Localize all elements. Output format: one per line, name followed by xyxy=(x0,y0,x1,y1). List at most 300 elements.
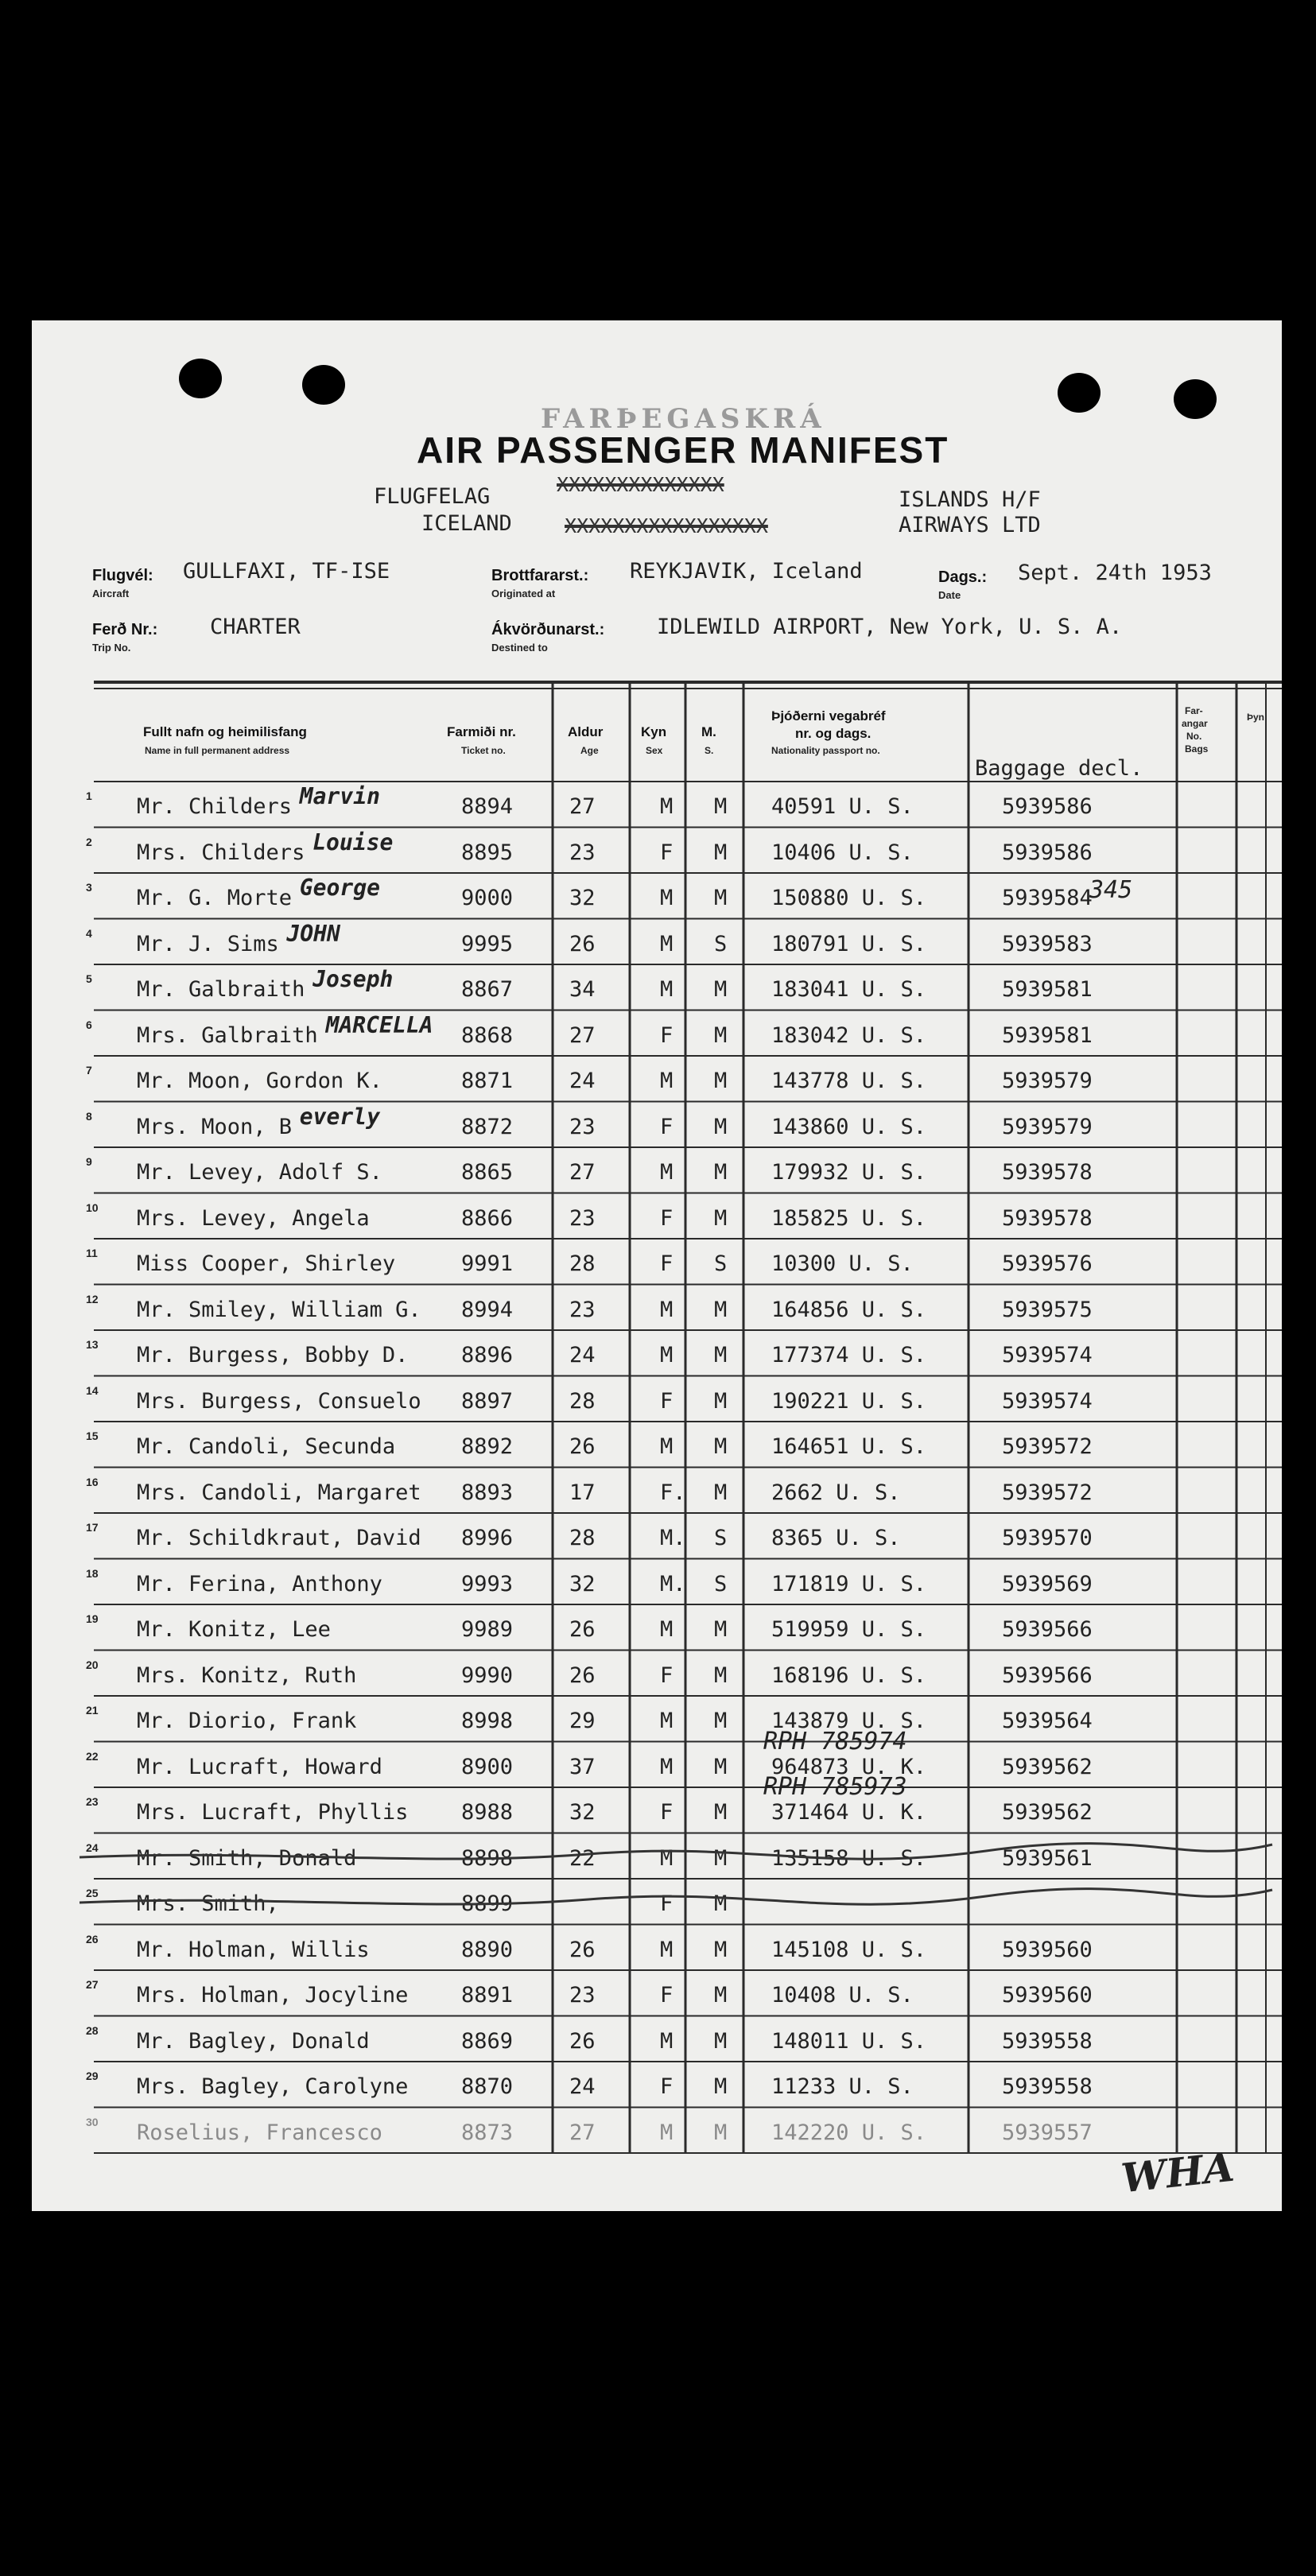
cell-name: Mrs. Lucraft, Phyllis xyxy=(137,1800,409,1825)
cell-name: Mr. Ferina, Anthony xyxy=(137,1571,382,1596)
cell-no: 1 xyxy=(86,789,92,802)
table-row xyxy=(32,1468,1282,1513)
cell-sex: F xyxy=(660,1022,674,1048)
cell-age: 22 xyxy=(569,1845,596,1871)
cell-baggage: 5939564 xyxy=(1002,1709,1093,1733)
cell-age: 23 xyxy=(569,1983,596,2008)
cell-ms: M xyxy=(714,1388,728,1414)
cell-age: 28 xyxy=(569,1526,596,1550)
cell-no: 5 xyxy=(86,972,92,985)
cell-sex: F xyxy=(660,1983,674,2008)
cell-ticket: 8866 xyxy=(461,1205,514,1231)
cell-sex: M. xyxy=(660,1571,686,1596)
cell-no: 30 xyxy=(86,2115,99,2128)
cell-no: 21 xyxy=(86,1704,99,1717)
cell-ms: M xyxy=(714,1297,728,1322)
cell-no: 6 xyxy=(86,1018,92,1031)
cell-no: 18 xyxy=(86,1566,99,1580)
cell-baggage: 5939562 xyxy=(1002,1800,1093,1825)
handwritten-first-name: JOHN xyxy=(286,920,340,947)
cell-age: 27 xyxy=(569,1022,596,1048)
cell-sex: F xyxy=(660,1891,674,1916)
cell-ticket: 9993 xyxy=(461,1571,514,1596)
col-far-3: No. xyxy=(1186,731,1202,742)
cell-no: 23 xyxy=(86,1795,99,1808)
cell-age: 27 xyxy=(569,2120,596,2145)
col-ms: M. xyxy=(701,724,716,739)
col-sex: Kyn xyxy=(641,724,667,739)
cell-passport: 179932 U. S. xyxy=(771,1160,927,1185)
cell-sex: M xyxy=(660,1709,674,1733)
cell-name: Mr. Childers xyxy=(137,794,293,819)
cell-passport: 145108 U. S. xyxy=(771,1937,927,1962)
cell-age: 23 xyxy=(569,840,596,865)
handwritten-annotation: RPH 785974 xyxy=(763,1727,907,1755)
cell-sex: F xyxy=(660,1114,674,1139)
cell-no: 12 xyxy=(86,1292,99,1305)
cell-name: Miss Cooper, Shirley xyxy=(137,1251,396,1276)
cell-baggage: 5939562 xyxy=(1002,1754,1093,1779)
table-row xyxy=(32,782,1282,827)
cell-sex: F xyxy=(660,1800,674,1825)
cell-ticket: 8994 xyxy=(461,1297,514,1322)
table-row xyxy=(32,1925,1282,1970)
cell-passport: 8365 U. S. xyxy=(771,1526,901,1550)
company-right-1: ISLANDS H/F xyxy=(899,487,1041,512)
cell-no: 16 xyxy=(86,1475,99,1488)
cell-name: Mrs. Galbraith xyxy=(137,1022,318,1048)
company-struck-1: XXXXXXXXXXXXXX xyxy=(557,473,724,496)
cell-ms: M xyxy=(714,886,728,910)
cell-baggage: 5939557 xyxy=(1002,2120,1093,2145)
cell-ticket: 8871 xyxy=(461,1069,514,1093)
cell-name: Mr. G. Morte xyxy=(137,886,293,910)
table-row xyxy=(32,1330,1282,1375)
cell-ms: M xyxy=(714,2028,728,2054)
cell-baggage: 5939586 xyxy=(1002,794,1093,819)
cell-passport: 148011 U. S. xyxy=(771,2028,927,2054)
cell-passport: 168196 U. S. xyxy=(771,1662,927,1688)
table-row xyxy=(32,1147,1282,1193)
col-far-2: angar xyxy=(1182,718,1208,729)
cross-out-scribble xyxy=(32,1879,1282,1924)
table-row xyxy=(32,2016,1282,2062)
cell-name: Mrs. Childers xyxy=(137,840,305,865)
cell-sex: M xyxy=(660,1937,674,1962)
cell-sex: M xyxy=(660,1160,674,1185)
cell-ticket: 8870 xyxy=(461,2074,514,2099)
cell-name: Mr. Smiley, William G. xyxy=(137,1297,421,1322)
cell-baggage: 5939584 xyxy=(1002,886,1093,910)
col-name-en: Name in full permanent address xyxy=(145,745,290,756)
handwritten-first-name: MARCELLA xyxy=(325,1011,433,1038)
cell-name: Mr. Galbraith xyxy=(137,977,305,1002)
cell-no: 15 xyxy=(86,1430,99,1442)
dest-label: Ákvörðunarst.: xyxy=(491,621,605,638)
cell-ms: S xyxy=(714,1571,728,1596)
cell-name: Mrs. Holman, Jocyline xyxy=(137,1983,409,2008)
cell-baggage: 5939583 xyxy=(1002,931,1093,956)
trip-label-en: Trip No. xyxy=(92,642,131,654)
table-row xyxy=(32,1056,1282,1101)
table-row xyxy=(32,1879,1282,1924)
cell-age: 26 xyxy=(569,1434,596,1459)
cell-ticket: 8868 xyxy=(461,1022,514,1048)
handwritten-first-name: Louise xyxy=(313,828,394,855)
cell-ms: M xyxy=(714,2120,728,2145)
cell-name: Mrs. Bagley, Carolyne xyxy=(137,2074,409,2099)
cell-ticket: 8893 xyxy=(461,1480,514,1505)
cell-no: 13 xyxy=(86,1338,99,1351)
cell-age: 26 xyxy=(569,1937,596,1962)
cell-ms: M xyxy=(714,1891,728,1916)
cell-passport: 185825 U. S. xyxy=(771,1205,927,1231)
cell-no: 3 xyxy=(86,881,92,894)
cell-name: Mr. Levey, Adolf S. xyxy=(137,1160,382,1185)
cell-age: 17 xyxy=(569,1480,596,1505)
cell-sex: M xyxy=(660,1617,674,1642)
cell-ticket: 8891 xyxy=(461,1983,514,2008)
table-row xyxy=(32,1193,1282,1239)
aircraft-label-en: Aircraft xyxy=(92,588,130,599)
cell-passport: 2662 U. S. xyxy=(771,1480,901,1505)
cell-ms: M xyxy=(714,1662,728,1688)
cell-age: 26 xyxy=(569,1662,596,1688)
cell-ms: M xyxy=(714,2074,728,2099)
dest-label-en: Destined to xyxy=(491,642,548,654)
cell-sex: M xyxy=(660,2120,674,2145)
cell-baggage: 5939566 xyxy=(1002,1617,1093,1642)
cell-ticket: 8897 xyxy=(461,1388,514,1414)
cell-passport: 180791 U. S. xyxy=(771,931,927,956)
cell-ms: M xyxy=(714,840,728,865)
cell-sex: M xyxy=(660,931,674,956)
cell-passport: 171819 U. S. xyxy=(771,1571,927,1596)
cell-passport: 177374 U. S. xyxy=(771,1343,927,1368)
table-row xyxy=(32,1696,1282,1741)
cell-sex: F xyxy=(660,2074,674,2099)
cell-sex: M xyxy=(660,977,674,1002)
table-row xyxy=(32,1422,1282,1467)
cell-baggage: 5939558 xyxy=(1002,2028,1093,2054)
company-left-2: ICELAND xyxy=(421,511,512,536)
cell-passport: 183042 U. S. xyxy=(771,1022,927,1048)
table-row xyxy=(32,1833,1282,1879)
table-row xyxy=(32,1285,1282,1330)
cell-baggage: 5939572 xyxy=(1002,1434,1093,1459)
col-sex-en: Sex xyxy=(646,745,663,756)
cross-out-scribble xyxy=(32,1833,1282,1879)
cell-no: 11 xyxy=(86,1247,98,1259)
cell-age: 26 xyxy=(569,2028,596,2054)
cell-sex: F. xyxy=(660,1480,686,1505)
cell-name: Mr. Bagley, Donald xyxy=(137,2028,370,2054)
cell-ms: M xyxy=(714,1205,728,1231)
cell-age: 32 xyxy=(569,1800,596,1825)
cell-passport: 11233 U. S. xyxy=(771,2074,914,2099)
cell-ticket: 8892 xyxy=(461,1434,514,1459)
cell-ms: M xyxy=(714,1845,728,1871)
cell-ticket: 8996 xyxy=(461,1526,514,1550)
table-row xyxy=(32,2108,1282,2153)
cell-ticket: 8865 xyxy=(461,1160,514,1185)
cell-baggage: 5939575 xyxy=(1002,1297,1093,1322)
cell-baggage: 5939560 xyxy=(1002,1983,1093,2008)
handwritten-first-name: Joseph xyxy=(313,966,394,992)
cell-no: 8 xyxy=(86,1109,92,1123)
cell-passport: 143778 U. S. xyxy=(771,1069,927,1093)
cell-passport: 164856 U. S. xyxy=(771,1297,927,1322)
manifest-sheet xyxy=(32,320,1282,2211)
col-ticket: Farmiði nr. xyxy=(447,724,516,739)
cell-age: 24 xyxy=(569,1069,596,1093)
aircraft-label: Flugvél: xyxy=(92,567,153,584)
cell-no: 17 xyxy=(86,1521,99,1534)
cell-ticket: 8896 xyxy=(461,1343,514,1368)
cell-baggage: 5939579 xyxy=(1002,1069,1093,1093)
cell-sex: M xyxy=(660,1845,674,1871)
cell-baggage: 5939579 xyxy=(1002,1114,1093,1139)
cell-baggage: 5939576 xyxy=(1002,1251,1093,1276)
dest-value: IDLEWILD AIRPORT, New York, U. S. A. xyxy=(657,615,1123,639)
cell-ms: M xyxy=(714,1022,728,1048)
cell-age: 26 xyxy=(569,931,596,956)
cell-no: 9 xyxy=(86,1155,92,1168)
cell-age: 23 xyxy=(569,1297,596,1322)
table-row xyxy=(32,1239,1282,1284)
cell-ms: M xyxy=(714,1069,728,1093)
cell-ms: M xyxy=(714,1800,728,1825)
cell-ticket: 9991 xyxy=(461,1251,514,1276)
col-ms-en: S. xyxy=(705,745,714,756)
cell-no: 24 xyxy=(86,1841,99,1854)
cell-name: Mr. Smith, Donald xyxy=(137,1845,357,1871)
cell-sex: F xyxy=(660,1205,674,1231)
cell-ticket: 8895 xyxy=(461,840,514,865)
cell-ms: M xyxy=(714,1937,728,1962)
cell-no: 22 xyxy=(86,1749,99,1763)
cell-passport: 10406 U. S. xyxy=(771,840,914,865)
cell-passport: 143860 U. S. xyxy=(771,1114,927,1139)
cell-age: 23 xyxy=(569,1114,596,1139)
handwritten-first-name: Marvin xyxy=(299,783,380,809)
cell-passport: 183041 U. S. xyxy=(771,977,927,1002)
table-row xyxy=(32,1011,1282,1056)
cell-age: 24 xyxy=(569,1343,596,1368)
table-row xyxy=(32,919,1282,964)
origin-label-en: Originated at xyxy=(491,588,556,599)
cell-no: 26 xyxy=(86,1932,99,1946)
cell-sex: M xyxy=(660,1343,674,1368)
cell-passport: 371464 U. K. xyxy=(771,1800,927,1825)
cell-baggage: 5939581 xyxy=(1002,1022,1093,1048)
cell-ticket: 9995 xyxy=(461,931,514,956)
cell-name: Mr. Candoli, Secunda xyxy=(137,1434,396,1459)
cell-ms: M xyxy=(714,1480,728,1505)
col-last: Þyn xyxy=(1247,712,1265,723)
cell-sex: M xyxy=(660,1754,674,1779)
cell-sex: M xyxy=(660,794,674,819)
handwritten-first-name: George xyxy=(299,875,380,901)
table-row xyxy=(32,1604,1282,1650)
cell-baggage: 5939572 xyxy=(1002,1480,1093,1505)
cell-no: 29 xyxy=(86,2070,99,2082)
cell-sex: M. xyxy=(660,1526,686,1550)
cell-name: Mrs. Konitz, Ruth xyxy=(137,1662,357,1688)
origin-value: REYKJAVIK, Iceland xyxy=(630,559,863,584)
table-row xyxy=(32,1970,1282,2015)
cell-ticket: 9989 xyxy=(461,1617,514,1642)
cell-ticket: 8900 xyxy=(461,1754,514,1779)
cell-baggage: 5939574 xyxy=(1002,1388,1093,1414)
table-row xyxy=(32,1559,1282,1604)
cell-sex: F xyxy=(660,840,674,865)
cell-age: 37 xyxy=(569,1754,596,1779)
cell-no: 25 xyxy=(86,1887,99,1899)
cell-name: Mr. Holman, Willis xyxy=(137,1937,370,1962)
cell-passport: 150880 U. S. xyxy=(771,886,927,910)
cell-baggage: 5939558 xyxy=(1002,2074,1093,2099)
cell-ms: M xyxy=(714,1114,728,1139)
table-row xyxy=(32,1513,1282,1558)
cell-baggage: 5939574 xyxy=(1002,1343,1093,1368)
cell-name: Mr. Diorio, Frank xyxy=(137,1709,357,1733)
cell-ticket: 8872 xyxy=(461,1114,514,1139)
aircraft-value: GULLFAXI, TF-ISE xyxy=(183,559,390,584)
cell-name: Mr. J. Sims xyxy=(137,931,279,956)
cell-name: Mr. Moon, Gordon K. xyxy=(137,1069,382,1093)
cell-ms: M xyxy=(714,1434,728,1459)
cell-passport: 10300 U. S. xyxy=(771,1251,914,1276)
cell-age: 24 xyxy=(569,2074,596,2099)
cell-baggage: 5939560 xyxy=(1002,1937,1093,1962)
cell-ms: M xyxy=(714,1983,728,2008)
cell-name: Mrs. Levey, Angela xyxy=(137,1205,370,1231)
cell-age: 26 xyxy=(569,1617,596,1642)
cell-ms: S xyxy=(714,931,728,956)
cell-ticket: 8898 xyxy=(461,1845,514,1871)
cell-age: 28 xyxy=(569,1388,596,1414)
cell-ticket: 8890 xyxy=(461,1937,514,1962)
table-row xyxy=(32,1773,1282,1833)
handwritten-annotation: 345 xyxy=(1089,876,1133,904)
cell-name: Mr. Lucraft, Howard xyxy=(137,1754,382,1779)
cell-passport: 190221 U. S. xyxy=(771,1388,927,1414)
cell-passport: 143879 U. S. xyxy=(771,1709,927,1733)
cell-name: Mr. Burgess, Bobby D. xyxy=(137,1343,409,1368)
cell-passport: 40591 U. S. xyxy=(771,794,914,819)
cell-ticket: 9000 xyxy=(461,886,514,910)
cell-ticket: 8873 xyxy=(461,2120,514,2145)
table-row xyxy=(32,964,1282,1010)
cell-no: 27 xyxy=(86,1978,99,1991)
cell-no: 7 xyxy=(86,1064,92,1077)
cell-no: 14 xyxy=(86,1383,99,1397)
cell-age: 29 xyxy=(569,1709,596,1733)
cell-age: 32 xyxy=(569,886,596,910)
cell-ticket: 8998 xyxy=(461,1709,514,1733)
company-struck-2: XXXXXXXXXXXXXXXXX xyxy=(565,514,768,537)
cell-passport: 964873 U. K. xyxy=(771,1754,927,1779)
cell-baggage: 5939570 xyxy=(1002,1526,1093,1550)
table-row xyxy=(32,873,1282,918)
trip-label: Ferð Nr.: xyxy=(92,621,158,638)
col-age-en: Age xyxy=(580,745,599,756)
cell-age: 27 xyxy=(569,1160,596,1185)
company-left-1: FLUGFELAG xyxy=(374,484,491,509)
col-ticket-en: Ticket no. xyxy=(461,745,506,756)
cell-no: 28 xyxy=(86,2023,99,2037)
cell-ticket: 8988 xyxy=(461,1800,514,1825)
cell-ms: S xyxy=(714,1526,728,1550)
cell-baggage: 5939566 xyxy=(1002,1662,1093,1688)
cell-sex: F xyxy=(660,1251,674,1276)
cell-name: Mrs. Smith, xyxy=(137,1891,279,1916)
cell-sex: F xyxy=(660,1388,674,1414)
date-value: Sept. 24th 1953 xyxy=(1018,561,1212,585)
cell-no: 19 xyxy=(86,1612,99,1625)
ghost-title: FARÞEGASKRÁ xyxy=(541,403,826,435)
cell-passport: 519959 U. S. xyxy=(771,1617,927,1642)
cell-sex: M xyxy=(660,1069,674,1093)
cell-baggage: 5939586 xyxy=(1002,840,1093,865)
cell-passport: 10408 U. S. xyxy=(771,1983,914,2008)
cell-sex: M xyxy=(660,886,674,910)
cell-name: Roselius, Francesco xyxy=(137,2120,382,2145)
cell-baggage: 5939581 xyxy=(1002,977,1093,1002)
trip-value: CHARTER xyxy=(210,615,301,639)
table-row xyxy=(32,828,1282,873)
cell-ticket: 9990 xyxy=(461,1662,514,1688)
cell-baggage: 5939569 xyxy=(1002,1571,1093,1596)
cell-no: 2 xyxy=(86,835,92,848)
cell-name: Mrs. Moon, B xyxy=(137,1114,293,1139)
table-row xyxy=(32,1727,1282,1787)
cell-name: Mrs. Candoli, Margaret xyxy=(137,1480,421,1505)
cell-ms: M xyxy=(714,1343,728,1368)
col-passport: Þjóðerni vegabréf xyxy=(771,708,886,724)
cell-ticket: 8867 xyxy=(461,977,514,1002)
col-name: Fullt nafn og heimilisfang xyxy=(143,724,307,739)
company-right-2: AIRWAYS LTD xyxy=(899,513,1041,537)
handwritten-annotation: RPH 785973 xyxy=(763,1773,907,1801)
cell-no: 4 xyxy=(86,926,92,940)
col-passport-en: Nationality passport no. xyxy=(771,745,880,756)
cell-ticket: 8894 xyxy=(461,794,514,819)
cell-ms: M xyxy=(714,1160,728,1185)
cell-sex: M xyxy=(660,1297,674,1322)
cell-ticket: 8869 xyxy=(461,2028,514,2054)
cell-baggage: 5939561 xyxy=(1002,1845,1093,1871)
manifest-title: AIR PASSENGER MANIFEST xyxy=(417,429,949,471)
col-age: Aldur xyxy=(568,724,604,739)
cell-passport: 164651 U. S. xyxy=(771,1434,927,1459)
cell-passport: 142220 U. S. xyxy=(771,2120,927,2145)
cell-ms: M xyxy=(714,794,728,819)
col-far-4: Bags xyxy=(1185,743,1209,755)
cell-no: 10 xyxy=(86,1201,99,1214)
handwritten-first-name: everly xyxy=(299,1103,380,1130)
cell-age: 32 xyxy=(569,1571,596,1596)
table-row xyxy=(32,1651,1282,1696)
col-far: Far- xyxy=(1185,705,1203,716)
cell-age: 27 xyxy=(569,794,596,819)
cell-ms: M xyxy=(714,977,728,1002)
table-row xyxy=(32,1376,1282,1422)
col-passport-2: nr. og dags. xyxy=(795,726,872,741)
cell-no: 20 xyxy=(86,1658,99,1671)
cell-ms: S xyxy=(714,1251,728,1276)
